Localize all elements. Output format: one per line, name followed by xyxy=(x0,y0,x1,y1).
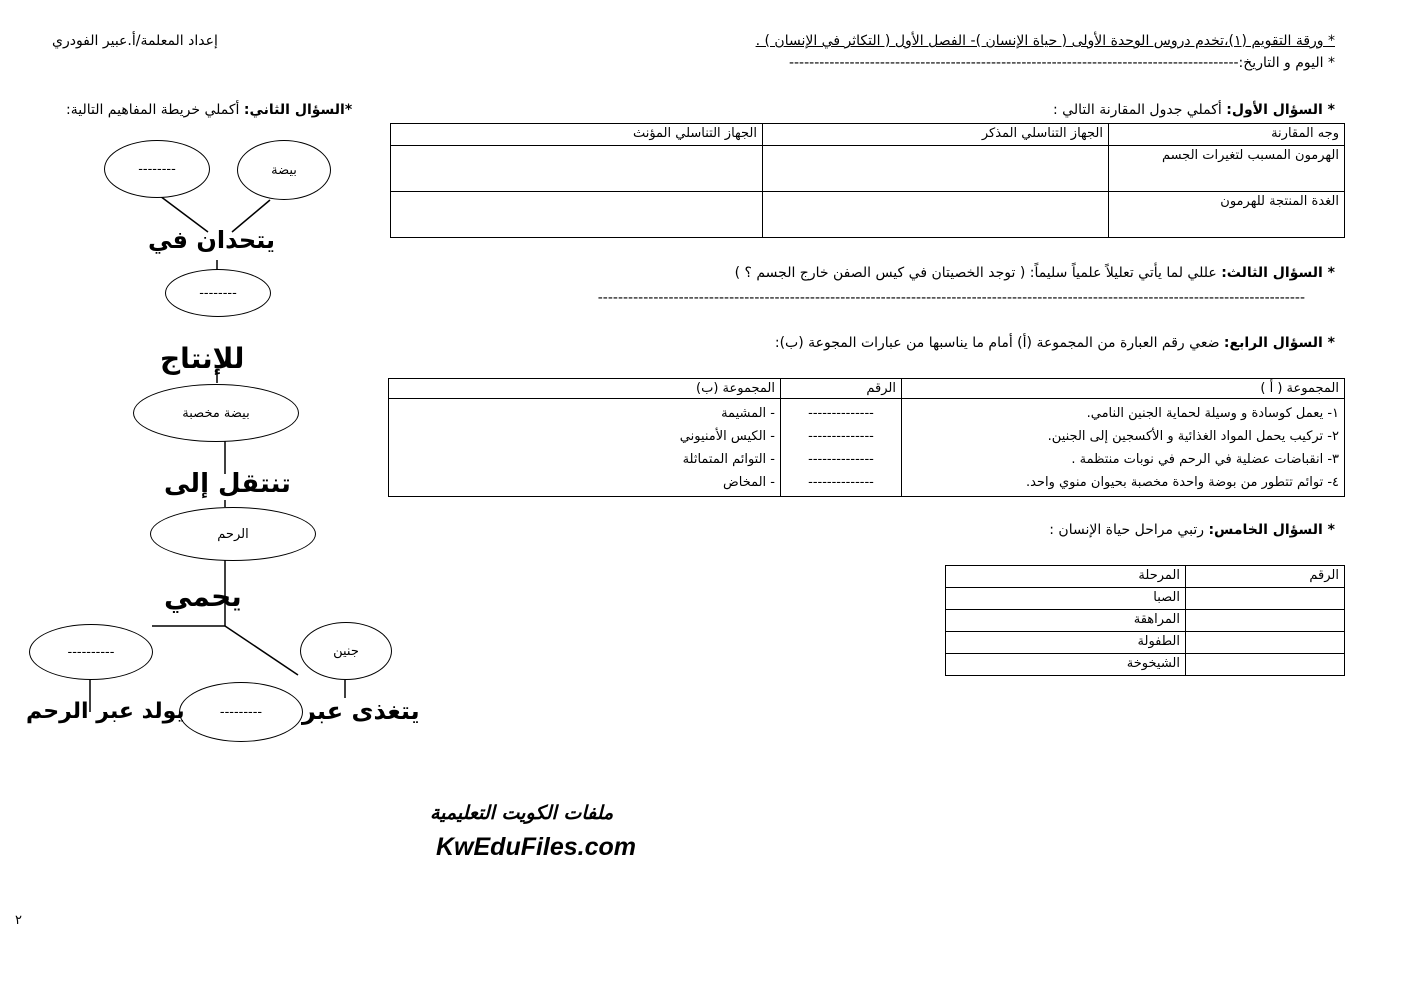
comparison-cell-female-gland[interactable] xyxy=(391,192,763,238)
date-line: * اليوم و التاريخ:----------------------------------------------------------------------------------------- xyxy=(788,55,1335,71)
matching-header-a: المجموعة ( أ ) xyxy=(902,379,1345,399)
matching-item-a-3: ٣- انقباضات عضلية في الرحم في نوبات منتظمة . xyxy=(1071,452,1339,467)
q4-label: * السؤال الرابع: xyxy=(1223,335,1335,351)
concept-egg xyxy=(237,140,331,200)
stage-number-3[interactable] xyxy=(1186,632,1345,654)
comparison-cell-male-gland[interactable] xyxy=(763,192,1109,238)
q1-prompt: أكملي جدول المقارنة التالي : xyxy=(1053,102,1222,118)
matching-header-number: الرقم xyxy=(781,379,902,399)
comparison-cell-male-hormone[interactable] xyxy=(763,146,1109,192)
link-protects: يحمي xyxy=(164,580,242,613)
stages-header-number: الرقم xyxy=(1186,566,1345,588)
q4-prompt: ضعي رقم العبارة من المجموعة (أ) أمام ما يناسبها من عبارات المجوعة (ب): xyxy=(774,335,1220,351)
concept-fertilized-egg-text: بيضة مخصبة xyxy=(182,405,250,421)
comparison-cell-female-hormone[interactable] xyxy=(391,146,763,192)
stages-header-stage: المرحلة xyxy=(946,566,1186,588)
q3-prompt: عللي لما يأتي تعليلاً علمياً سليماً: ( توجد الخصيتان في كيس الصفن خارج الجسم ؟ ) xyxy=(734,265,1217,281)
matching-item-a-2: ٢- تركيب يحمل المواد الغذائية و الأكسجين إلى الجنين. xyxy=(1047,429,1339,444)
q5-heading xyxy=(1049,522,1335,538)
concept-blank-mid[interactable] xyxy=(165,269,271,317)
matching-header-b: المجموعة (ب) xyxy=(389,379,781,399)
q5-label: * السؤال الخامس: xyxy=(1208,522,1335,538)
comparison-row-gland: الغدة المنتجة للهرمون xyxy=(1109,192,1345,238)
comparison-row-hormone: الهرمون المسبب لتغيرات الجسم xyxy=(1109,146,1345,192)
matching-item-b-2: - الكيس الأمنيوني xyxy=(679,429,775,444)
matching-table xyxy=(388,378,1345,497)
q3-heading xyxy=(735,265,1335,281)
concept-uterus-text: الرحم xyxy=(217,526,249,542)
watermark-arabic: ملفات الكويت التعليمية xyxy=(430,802,614,824)
q1-label: * السؤال الأول: xyxy=(1226,102,1335,118)
matching-item-b-1: - المشيمة xyxy=(721,406,775,421)
concept-fetus xyxy=(300,622,392,680)
q5-prompt: رتبي مراحل حياة الإنسان : xyxy=(1049,522,1204,538)
stage-1: الصبا xyxy=(946,588,1186,610)
worksheet-title: * ورقة التقويم (١)،تخدم دروس الوحدة الأولى ( حياة الإنسان )- الفصل الأول ( التكاثر في الإنسان ) . xyxy=(755,33,1335,49)
comparison-header-female: الجهاز التناسلي المؤنث xyxy=(391,124,763,146)
q2-label: *السؤال الثاني: xyxy=(243,102,353,118)
concept-blank-bottom-text: --------- xyxy=(219,704,263,720)
link-born-through: يولد عبر الرحم xyxy=(26,699,185,724)
link-unite-in: يتحدان في xyxy=(148,226,276,254)
matching-blank-1[interactable]: -------------- xyxy=(808,406,874,421)
stage-number-2[interactable] xyxy=(1186,610,1345,632)
matching-item-b-4: - المخاض xyxy=(723,475,775,490)
matching-blank-2[interactable]: -------------- xyxy=(808,429,874,444)
matching-blank-4[interactable]: -------------- xyxy=(808,475,874,490)
matching-item-a-1: ١- يعمل كوسادة و وسيلة لحماية الجنين النامي. xyxy=(1086,406,1339,421)
q2-prompt: أكملي خريطة المفاهيم التالية: xyxy=(66,102,240,118)
concept-blank-top-text: -------- xyxy=(138,161,176,177)
link-for-fertilization: للإنتاج xyxy=(160,342,245,375)
concept-fetus-text: جنين xyxy=(333,643,359,659)
q3-answer-line[interactable]: -------------------------------------------------------------------------------------------------------------------------------------------- xyxy=(597,290,1305,306)
comparison-table xyxy=(390,123,1345,238)
concept-blank-top[interactable] xyxy=(104,140,210,198)
stage-2: المراهقة xyxy=(946,610,1186,632)
stage-3: الطفولة xyxy=(946,632,1186,654)
stage-number-4[interactable] xyxy=(1186,654,1345,676)
concept-blank-left[interactable] xyxy=(29,624,153,680)
watermark-site: KwEduFiles.com xyxy=(436,833,637,861)
matching-blank-3[interactable]: -------------- xyxy=(808,452,874,467)
comparison-header-male: الجهاز التناسلي المذكر xyxy=(763,124,1109,146)
concept-uterus xyxy=(150,507,316,561)
stages-table xyxy=(945,565,1345,676)
teacher-name: إعداد المعلمة/أ.عبير الفودري xyxy=(52,33,218,49)
link-moves-to: تنتقل إلى xyxy=(164,469,291,499)
link-fed-through: يتغذى عبر xyxy=(302,697,420,725)
q3-label: * السؤال الثالث: xyxy=(1221,265,1335,281)
q4-heading xyxy=(775,335,1335,351)
stage-number-1[interactable] xyxy=(1186,588,1345,610)
concept-blank-bottom[interactable] xyxy=(179,682,303,742)
q1-heading xyxy=(1053,102,1335,118)
concept-egg-text: بيضة xyxy=(271,162,297,178)
page-number: ٢ xyxy=(15,913,22,928)
concept-blank-mid-text: -------- xyxy=(199,285,237,301)
concept-blank-left-text: ---------- xyxy=(67,644,115,660)
stage-4: الشيخوخة xyxy=(946,654,1186,676)
matching-item-a-4: ٤- توائم تتطور من بوضة واحدة مخصبة بحيوان منوي واحد. xyxy=(1025,475,1339,490)
concept-fertilized-egg xyxy=(133,384,299,442)
comparison-header-aspect: وجه المقارنة xyxy=(1109,124,1345,146)
matching-item-b-3: - التوائم المتماثلة xyxy=(682,452,775,467)
